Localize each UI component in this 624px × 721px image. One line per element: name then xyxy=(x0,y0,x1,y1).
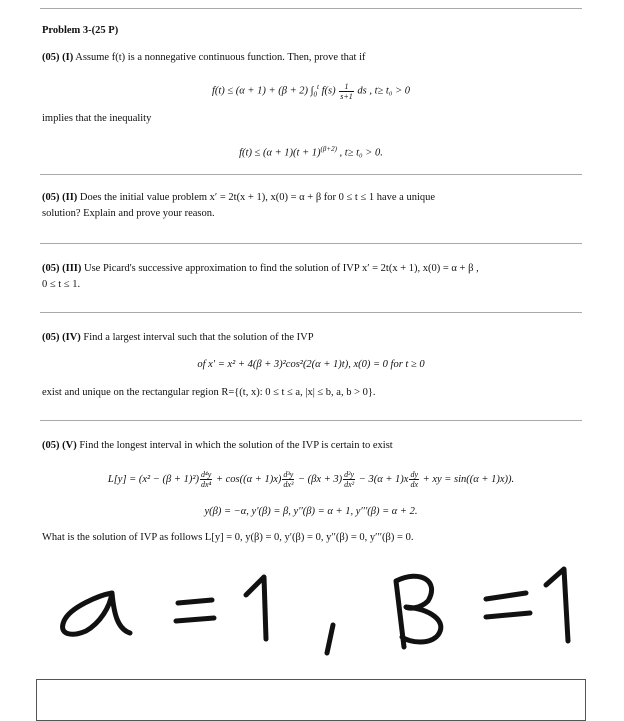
part4-line3: exist and unique on the rectangular region R={(t, x): 0 ≤ t ≤ a, |x| ≤ b, a, b > 0}. xyxy=(42,387,376,398)
hw-comma xyxy=(327,625,333,653)
op-term-d: − 3(α + 1)x xyxy=(358,473,409,485)
part5-text: Find the longest interval in which the solution of the IVP is certain to exist xyxy=(79,440,393,451)
part2-line1 xyxy=(42,191,435,205)
part3-text: Use Picard's successive approximation to find the solution of IVP x′ = 2t(x + 1), x(0) = α + β , xyxy=(84,263,479,274)
part3-label: (05) (III) xyxy=(42,263,82,274)
op-term-a: L[y] = (x² − (β + 1)²) xyxy=(107,473,199,485)
part5-initial-conditions: y(β) = −α, y′(β) = β, y′′(β) = α + 1, y′′′(β) = α + 2. xyxy=(204,506,418,517)
frac-d3: $\frac{\text{d³y}}{\text{dx³}}$ xyxy=(283,470,294,489)
hw-alpha xyxy=(63,593,130,634)
part4-equation: of x′ = x² + 4(β + 3)²cos²(2(α + 1)t), x(0) = 0 for t ≥ 0 xyxy=(197,359,425,370)
eq1-fraction: $\frac{1}{s+1}$ xyxy=(340,81,353,101)
eq2-end: , t≥ t₀ > 0. xyxy=(339,147,383,159)
op-term-c: − (βx + 3) xyxy=(297,473,343,485)
part2-text: Does the initial value problem x′ = 2t(x + 1), x(0) = α + β for 0 ≤ t ≤ 1 have a unique xyxy=(79,192,436,203)
eq1-main: f(t) ≤ (α + 1) + (β + 2) ∫ xyxy=(211,85,314,97)
part1-statement xyxy=(42,51,366,65)
frac-d4: $\frac{\text{d⁴y}}{\text{dx⁴}}$ xyxy=(200,470,212,489)
part1-equation-2 xyxy=(40,142,582,161)
part2-line2: solution? Explain and prove your reason. xyxy=(42,208,215,219)
part3-line1 xyxy=(42,262,479,276)
part3-line2: 0 ≤ t ≤ 1. xyxy=(42,279,81,290)
part4-line1 xyxy=(42,331,314,345)
eq1-end: ds , t≥ t₀ > 0 xyxy=(357,85,411,97)
part5-line1 xyxy=(42,439,393,453)
hw-one-2 xyxy=(546,569,568,641)
eq2-main: f(t) ≤ (α + 1)(t + 1) xyxy=(239,147,321,159)
rule-after-part2 xyxy=(40,243,582,244)
part5-question: What is the solution of IVP as follows L[y] = 0, y(β) = 0, y′(β) = 0, y′′(β) = 0, y′′′(β) = 0. xyxy=(42,532,414,543)
part1-text: Assume f(t) is a nonnegative continuous function. Then, prove that if xyxy=(75,52,366,63)
part5-operator-equation xyxy=(40,470,582,489)
top-rule xyxy=(40,8,582,9)
part5-label: (05) (V) xyxy=(42,440,77,451)
handwritten-answer xyxy=(0,555,624,675)
eq2-exponent: (β+2) xyxy=(320,145,337,153)
answer-box xyxy=(36,679,586,721)
rule-after-part1 xyxy=(40,174,582,175)
part1-label: (05) (I) xyxy=(42,52,74,63)
hw-equals-1 xyxy=(176,600,214,621)
part4-label: (05) (IV) xyxy=(42,332,81,343)
problem-title: Problem 3-(25 P) xyxy=(42,25,119,36)
op-term-e: + xy = sin((α + 1)x)). xyxy=(422,473,515,485)
op-term-b: + cos((α + 1)x) xyxy=(215,473,282,485)
part1-equation-1: f(t) ≤ (α + 1) + (β + 2) $\int_0^t$ f(s) $\frac{1}{s+1}$ ds , t≥ t₀ > 0 xyxy=(211,81,411,101)
rule-after-part4 xyxy=(40,420,582,421)
frac-d2: $\frac{\text{d²y}}{\text{dx²}}$ xyxy=(344,470,355,489)
part1-implies: implies that the inequality xyxy=(42,113,152,124)
frac-d1: $\frac{dy}{dx}$ xyxy=(410,470,419,489)
eq1-integrand: f(s) xyxy=(321,85,336,97)
part2-label: (05) (II) xyxy=(42,192,78,203)
hw-equals-2 xyxy=(486,593,530,617)
rule-after-part3 xyxy=(40,312,582,313)
hw-beta xyxy=(396,576,441,647)
hw-one-1 xyxy=(246,577,266,639)
part4-text: Find a largest interval such that the solution of the IVP xyxy=(83,332,314,343)
